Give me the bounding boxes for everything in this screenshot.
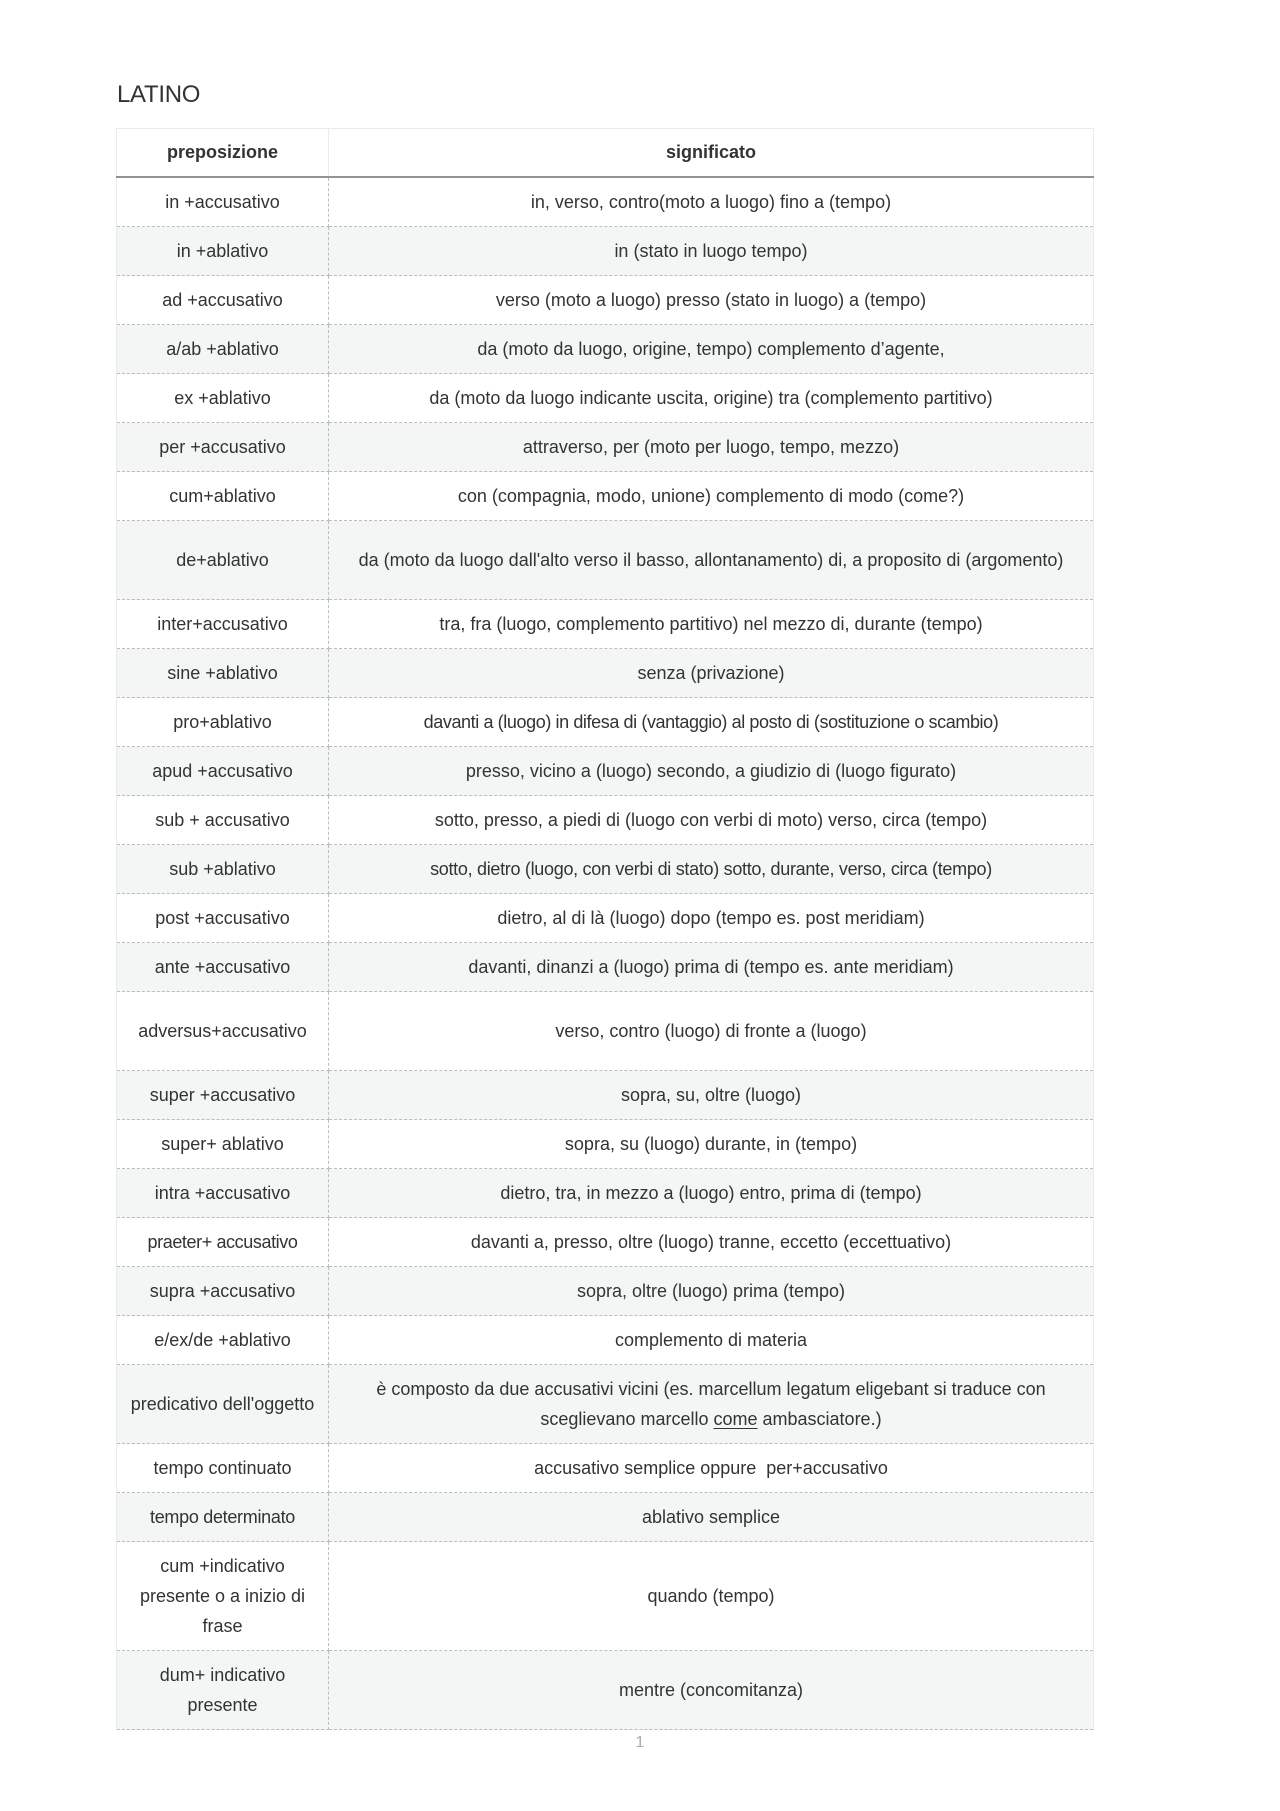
prepositions-table [116,128,1094,1730]
preposizione-cell: sub + accusativo [117,796,329,845]
preposizione-cell: praeter+ accusativo [117,1218,329,1267]
table-header-row [117,129,1094,178]
preposizione-cell: pro+ablativo [117,698,329,747]
table-row [117,374,1094,423]
table-row [117,992,1094,1071]
significato-cell: accusativo semplice oppure per+accusativo [329,1444,1094,1493]
document-title: LATINO [117,81,201,108]
preposizione-cell: ad +accusativo [117,276,329,325]
preposizione-cell: super +accusativo [117,1071,329,1120]
preposizione-cell: post +accusativo [117,894,329,943]
preposizione-cell: ante +accusativo [117,943,329,992]
table-row [117,1169,1094,1218]
significato-cell: con (compagnia, modo, unione) complemento di modo (come?) [329,472,1094,521]
significato-cell: da (moto da luogo indicante uscita, origine) tra (complemento partitivo) [329,374,1094,423]
significato-cell: in (stato in luogo tempo) [329,227,1094,276]
table-row [117,1071,1094,1120]
table-row [117,747,1094,796]
preposizione-cell: ex +ablativo [117,374,329,423]
significato-cell: in, verso, contro(moto a luogo) fino a (tempo) [329,177,1094,227]
table-row [117,1267,1094,1316]
table-row [117,1444,1094,1493]
table-row [117,1542,1094,1651]
significato-cell: sotto, dietro (luogo, con verbi di stato) sotto, durante, verso, circa (tempo) [329,845,1094,894]
table-row [117,1120,1094,1169]
significato-cell: verso (moto a luogo) presso (stato in luogo) a (tempo) [329,276,1094,325]
preposizione-cell: in +accusativo [117,177,329,227]
preposizione-cell: supra +accusativo [117,1267,329,1316]
table-row [117,1651,1094,1730]
preposizione-cell: de+ablativo [117,521,329,600]
table-row [117,325,1094,374]
significato-cell: presso, vicino a (luogo) secondo, a giudizio di (luogo figurato) [329,747,1094,796]
underlined-word: come [713,1409,758,1429]
significato-text: è composto da due accusativi vicini (es. marcellum legatum eligebant si traduce con sceglievano marcello [376,1379,1046,1429]
significato-cell: sopra, oltre (luogo) prima (tempo) [329,1267,1094,1316]
preposizione-cell: tempo determinato [117,1493,329,1542]
table-row [117,698,1094,747]
significato-cell: quando (tempo) [329,1542,1094,1651]
preposizione-cell: e/ex/de +ablativo [117,1316,329,1365]
significato-cell: davanti a, presso, oltre (luogo) tranne, eccetto (eccettuativo) [329,1218,1094,1267]
significato-cell: da (moto da luogo, origine, tempo) complemento d’agente, [329,325,1094,374]
preposizione-cell: per +accusativo [117,423,329,472]
significato-cell [329,1365,1094,1444]
preposizione-cell: tempo continuato [117,1444,329,1493]
significato-cell: attraverso, per (moto per luogo, tempo, mezzo) [329,423,1094,472]
significato-cell: dietro, al di là (luogo) dopo (tempo es. post meridiam) [329,894,1094,943]
significato-cell: senza (privazione) [329,649,1094,698]
table-row [117,600,1094,649]
preposizione-cell: dum+ indicativo presente [117,1651,329,1730]
table-row [117,845,1094,894]
significato-cell: tra, fra (luogo, complemento partitivo) nel mezzo di, durante (tempo) [329,600,1094,649]
table-row [117,1316,1094,1365]
table-row [117,521,1094,600]
column-header-significato: significato [329,129,1094,178]
significato-cell: da (moto da luogo dall'alto verso il basso, allontanamento) di, a proposito di (argomento) [329,521,1094,600]
preposizione-cell: cum +indicativo presente o a inizio di frase [117,1542,329,1651]
table-row [117,227,1094,276]
table-row [117,649,1094,698]
preposizione-cell: sub +ablativo [117,845,329,894]
table-row [117,423,1094,472]
significato-cell: mentre (concomitanza) [329,1651,1094,1730]
preposizione-cell: cum+ablativo [117,472,329,521]
significato-cell: davanti, dinanzi a (luogo) prima di (tempo es. ante meridiam) [329,943,1094,992]
preposizione-cell: super+ ablativo [117,1120,329,1169]
table-row [117,894,1094,943]
page-number: 1 [635,1734,645,1751]
preposizione-cell: inter+accusativo [117,600,329,649]
significato-cell: dietro, tra, in mezzo a (luogo) entro, prima di (tempo) [329,1169,1094,1218]
table-row [117,1493,1094,1542]
significato-cell: davanti a (luogo) in difesa di (vantaggio) al posto di (sostituzione o scambio) [329,698,1094,747]
significato-cell: sopra, su, oltre (luogo) [329,1071,1094,1120]
table-row [117,1218,1094,1267]
significato-cell: sotto, presso, a piedi di (luogo con verbi di moto) verso, circa (tempo) [329,796,1094,845]
table-row [117,276,1094,325]
significato-cell: sopra, su (luogo) durante, in (tempo) [329,1120,1094,1169]
significato-text: ambasciatore.) [757,1409,882,1429]
table-row [117,1365,1094,1444]
preposizione-cell: intra +accusativo [117,1169,329,1218]
preposizione-cell: sine +ablativo [117,649,329,698]
significato-cell: complemento di materia [329,1316,1094,1365]
table-row [117,472,1094,521]
preposizione-cell: a/ab +ablativo [117,325,329,374]
column-header-preposizione: preposizione [117,129,329,178]
significato-cell: verso, contro (luogo) di fronte a (luogo) [329,992,1094,1071]
table-row [117,177,1094,227]
preposizione-cell: apud +accusativo [117,747,329,796]
preposizione-cell: in +ablativo [117,227,329,276]
preposizione-cell: predicativo dell'oggetto [117,1365,329,1444]
significato-cell: ablativo semplice [329,1493,1094,1542]
preposizione-cell: adversus+accusativo [117,992,329,1071]
table-row [117,796,1094,845]
table-row [117,943,1094,992]
